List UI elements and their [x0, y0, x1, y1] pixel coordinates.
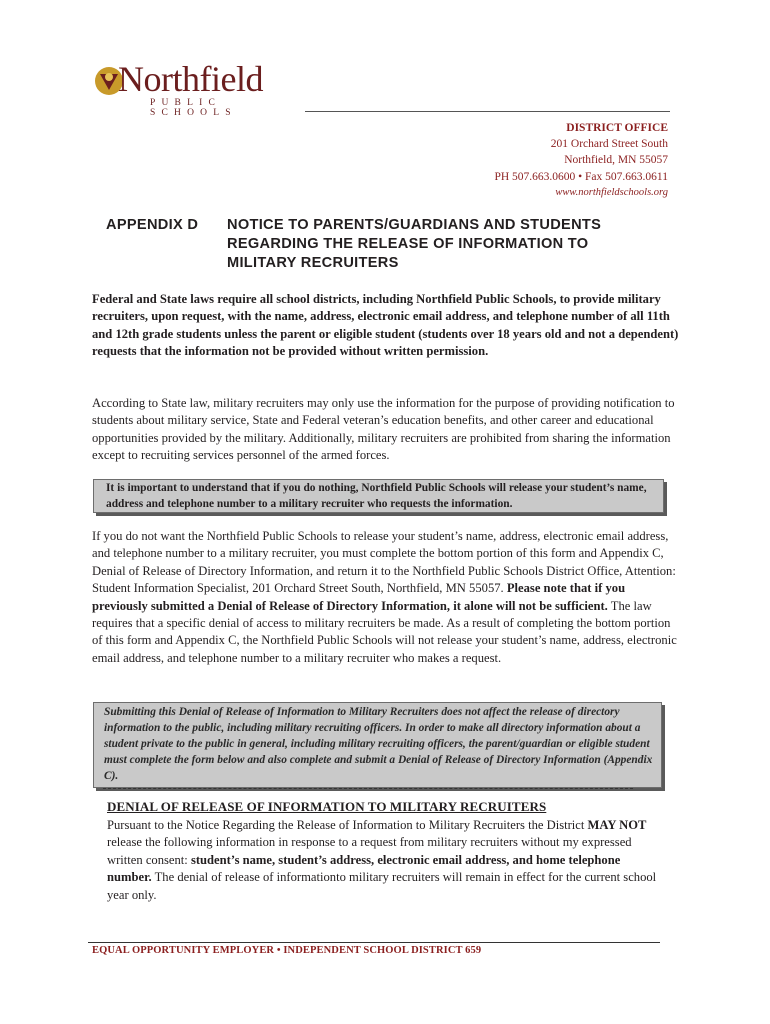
document-title: [227, 216, 677, 273]
instructions-paragraph: [92, 528, 682, 667]
state-law-paragraph: According to State law, military recruiters may only use the information for the purpose of providing notification to students about military service, State and Federal veteran’s education benefits, and other career and educational opportunities provided by the military. Additionally, military recruiters are prohibited from sharing the information except to recruiting services personnel of the armed forces.: [92, 396, 675, 463]
logo-subtitle: PUBLIC SCHOOLS: [150, 98, 237, 118]
district-office-address: [494, 120, 668, 201]
footer-divider: [88, 942, 660, 943]
instructions-bold-note: Please note that if you previously submitted a Denial of Release of Directory Information, it alone will not be sufficient.: [92, 581, 626, 613]
website-link[interactable]: www.northfieldschools.org: [555, 186, 668, 198]
office-title: DISTRICT OFFICE: [566, 122, 668, 134]
title-line-3: MILITARY RECRUITERS: [227, 255, 399, 271]
denial-fields: student’s name, student’s address, electronic email address, and home telephone number.: [107, 852, 621, 885]
intro-paragraph: Federal and State laws require all school districts, including Northfield Public Schools, to provide military recruiters, upon request, with the name, address, electronic email address, and telephone number of all 11th and 12th grade students unless the parent or eligible student (students over 18 years old and not a dependent) requests that the information not be provided without written permission.: [92, 292, 679, 359]
instructions-text-end: The law requires that a specific denial of access to military recruiters be made. As a result of completing the bottom portion of this form and Appendix C, the Northfield Public Schools will not release your student’s name, address, electronic email address, and telephone number to a military recruiter who makes a request.: [92, 598, 677, 665]
denial-may-not: MAY NOT: [587, 818, 647, 832]
phone-fax: PH 507.663.0600 • Fax 507.663.0611: [494, 170, 668, 183]
directory-info-note-text: Submitting this Denial of Release of Information to Military Recruiters does not affect the release of directory information to the public, including military recruiting officers. In order to make all directory information about a student private to the public in general, including military recruiting officers, the parent/guardian or eligible student must complete the form below and also complete and submit a Denial of Release of Directory Information (Appendix C).: [104, 706, 653, 782]
district-logo: [92, 59, 312, 118]
tear-off-dashed-line: [103, 788, 633, 789]
denial-paragraph: [107, 817, 667, 904]
instructions-text-start: If you do not want the Northfield Public Schools to release your student’s name, address, electronic email address, and telephone number to a military recruiter, you must complete the bottom portion of this form and Appendix C, Denial of Release of Directory Information, and return it to the Northfield Public Schools District Office, Attention: Student Information Specialist, 201 Orchard Street South, Northfield, MN 55057.: [92, 529, 676, 596]
logo-wordmark: Northfield: [118, 59, 263, 99]
denial-text-start: Pursuant to the Notice Regarding the Release of Information to Military Recruiters the District: [107, 818, 585, 832]
denial-text-mid: release the following information in response to a request from military recruiters without my expressed written consent:: [107, 835, 632, 867]
directory-info-note-box: [93, 702, 662, 788]
important-notice-box: [93, 479, 664, 513]
footer-text: EQUAL OPPORTUNITY EMPLOYER • INDEPENDENT SCHOOL DISTRICT 659: [92, 945, 482, 956]
header-divider: [305, 111, 670, 112]
important-notice-text: It is important to understand that if you do nothing, Northfield Public Schools will release your student’s name, address and telephone number to a military recruiter who requests the information.: [106, 482, 647, 510]
denial-text-end: The denial of release of informationto military recruiters will remain in effect for the current school year only.: [107, 870, 657, 902]
appendix-label: APPENDIX D: [106, 217, 199, 233]
title-line-1: NOTICE TO PARENTS/GUARDIANS AND STUDENTS: [227, 217, 602, 233]
address-line-1: 201 Orchard Street South: [550, 138, 668, 151]
title-line-2: REGARDING THE RELEASE OF INFORMATION TO: [227, 236, 589, 252]
address-line-2: Northfield, MN 55057: [564, 154, 668, 167]
denial-section-title: DENIAL OF RELEASE OF INFORMATION TO MILITARY RECRUITERS: [107, 799, 547, 814]
